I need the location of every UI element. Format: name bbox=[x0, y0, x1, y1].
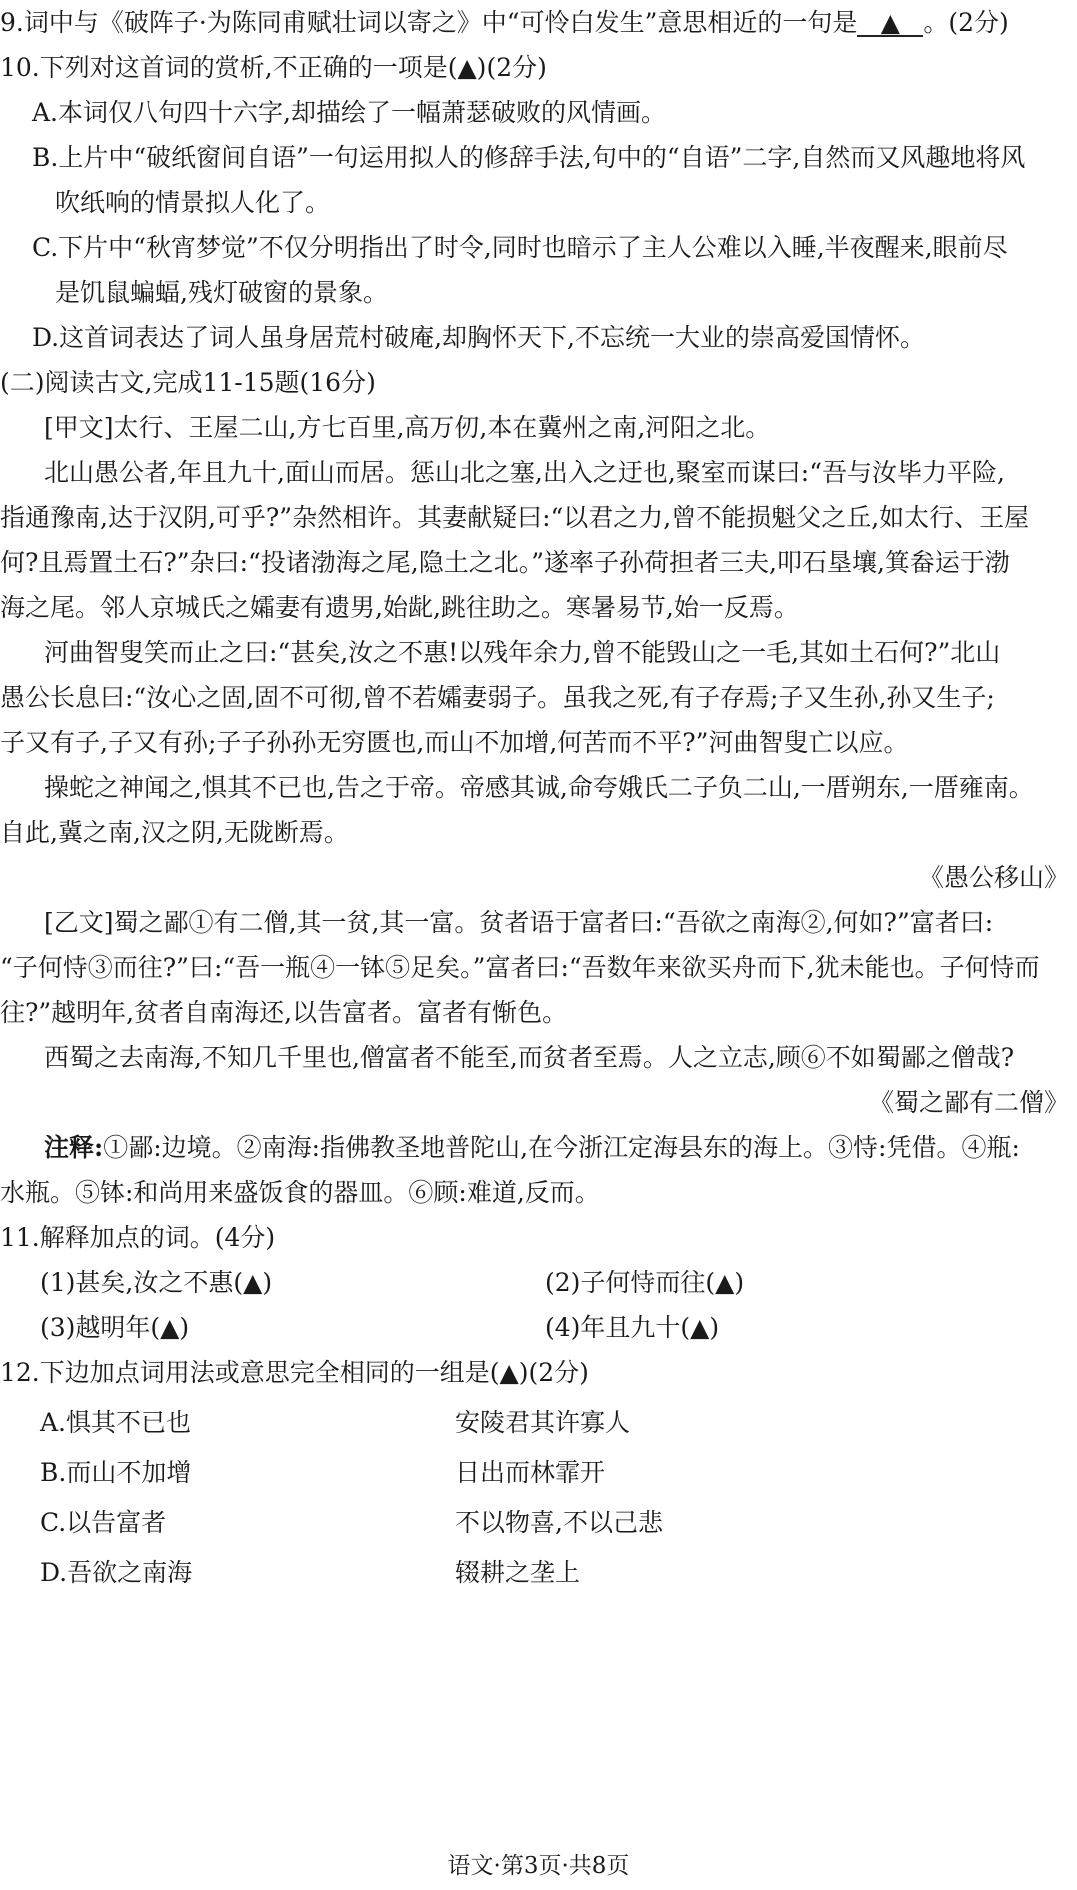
q12-option-d-left: D.吾欲之南海 bbox=[40, 1558, 193, 1587]
q12-stem: 12.下边加点词用法或意思完全相同的一组是(▲)(2分) bbox=[0, 1358, 589, 1387]
q10-option-b-line1: B.上片中“破纸窗间自语”一句运用拟人的修辞手法,句中的“自语”二字,自然而又风趣地将风 bbox=[32, 143, 1026, 172]
q11-item-3: (3)越明年(▲) bbox=[40, 1313, 190, 1342]
q10-option-b-line2: 吹纸响的情景拟人化了。 bbox=[55, 188, 331, 217]
passage-a-para3-line2: 愚公长息曰:“汝心之固,固不可彻,曾不若孀妻弱子。虽我之死,有子存焉;子又生孙,孙又生子; bbox=[0, 683, 995, 712]
passage-b-para2: 西蜀之去南海,不知几千里也,僧富者不能至,而贫者至焉。人之立志,顾⑥不如蜀鄙之僧哉? bbox=[44, 1043, 1015, 1072]
passage-b-para1-line2: “子何恃③而往?”曰:“吾一瓶④一钵⑤足矣。”富者曰:“吾数年来欲买舟而下,犹未能也。子何恃而 bbox=[0, 953, 1040, 982]
q12-option-a-right: 安陵君其许寡人 bbox=[455, 1408, 631, 1437]
q11-item-1: (1)甚矣,汝之不惠(▲) bbox=[40, 1268, 273, 1297]
notes-label: 注释: bbox=[44, 1133, 104, 1162]
passage-b-para1-line1: [乙文]蜀之鄙①有二僧,其一贫,其一富。贫者语于富者曰:“吾欲之南海②,何如?”富者曰: bbox=[44, 908, 994, 937]
passage-a-para3-line3: 子又有子,子又有孙;子子孙孙无穷匮也,而山不加增,何苦而不平?”河曲智叟亡以应。 bbox=[0, 728, 909, 757]
q9-score: 。(2分) bbox=[923, 8, 1009, 37]
passage-a-para2-line1: 北山愚公者,年且九十,面山而居。惩山北之塞,出入之迂也,聚室而谋曰:“吾与汝毕力平险, bbox=[44, 458, 1005, 487]
passage-a-para2-line4: 海之尾。邻人京城氏之孀妻有遗男,始龀,跳往助之。寒暑易节,始一反焉。 bbox=[0, 593, 799, 622]
q9-answer-blank: ▲ bbox=[857, 10, 923, 37]
q11-item-4: (4)年且九十(▲) bbox=[545, 1313, 720, 1342]
passage-b-source: 《蜀之鄙有二僧》 bbox=[868, 1088, 1069, 1117]
passage-b-para1-line3: 往?”越明年,贫者自南海还,以告富者。富者有惭色。 bbox=[0, 998, 568, 1027]
question-9 bbox=[0, 10, 1009, 37]
passage-a-para2-line2: 指通豫南,达于汉阴,可乎?”杂然相许。其妻献疑曰:“以君之力,曾不能损魁父之丘,如太行、王屋 bbox=[0, 503, 1030, 532]
passage-a-para3-line1: 河曲智叟笑而止之曰:“甚矣,汝之不惠!以残年余力,曾不能毁山之一毛,其如土石何?”北山 bbox=[44, 638, 1001, 667]
passage-a-para4-line1: 操蛇之神闻之,惧其不已也,告之于帝。帝感其诚,命夸娥氏二子负二山,一厝朔东,一厝雍南。 bbox=[44, 773, 1034, 802]
q9-text: 9.词中与《破阵子·为陈同甫赋壮词以寄之》中“可怜白发生”意思相近的一句是 bbox=[0, 8, 858, 37]
q10-option-d: D.这首词表达了词人虽身居荒村破庵,却胸怀天下,不忘统一大业的崇高爱国情怀。 bbox=[32, 323, 925, 352]
q12-option-b-right: 日出而林霏开 bbox=[455, 1458, 606, 1487]
section-2-heading: (二)阅读古文,完成11-15题(16分) bbox=[0, 368, 376, 397]
passage-a-para4-line2: 自此,冀之南,汉之阴,无陇断焉。 bbox=[0, 818, 349, 847]
passage-a-source: 《愚公移山》 bbox=[918, 863, 1069, 892]
notes-line1 bbox=[44, 1135, 1020, 1160]
passage-a-para1: [甲文]太行、王屋二山,方七百里,高万仞,本在冀州之南,河阳之北。 bbox=[44, 413, 771, 442]
q12-option-c-left: C.以告富者 bbox=[40, 1508, 167, 1537]
passage-a-para2-line3: 何?且焉置土石?”杂曰:“投诸渤海之尾,隐土之北。”遂率子孙荷担者三夫,叩石垦壤,箕畚运于渤 bbox=[0, 548, 1010, 577]
q11-item-2: (2)子何恃而往(▲) bbox=[545, 1268, 745, 1297]
q10-option-c-line1: C.下片中“秋宵梦觉”不仅分明指出了时令,同时也暗示了主人公难以入睡,半夜醒来,眼前尽 bbox=[32, 233, 1008, 262]
q12-option-c-right: 不以物喜,不以己悲 bbox=[455, 1508, 663, 1537]
q10-option-a: A.本词仅八句四十六字,却描绘了一幅萧瑟破败的风情画。 bbox=[32, 98, 666, 127]
q10-option-c-line2: 是饥鼠蝙蝠,残灯破窗的景象。 bbox=[55, 278, 388, 307]
q10-stem: 10.下列对这首词的赏析,不正确的一项是(▲)(2分) bbox=[0, 53, 547, 82]
q12-option-a-left: A.惧其不已也 bbox=[40, 1408, 192, 1437]
notes-text1: ①鄙:边境。②南海:指佛教圣地普陀山,在今浙江定海县东的海上。③恃:凭借。④瓶: bbox=[103, 1133, 1020, 1162]
q12-option-b-left: B.而山不加增 bbox=[40, 1458, 192, 1487]
q12-option-d-right: 辍耕之垄上 bbox=[455, 1558, 581, 1587]
page-footer: 语文·第3页·共8页 bbox=[447, 1853, 630, 1879]
q11-stem: 11.解释加点的词。(4分) bbox=[0, 1223, 276, 1252]
notes-line2: 水瓶。⑤钵:和尚用来盛饭食的器皿。⑥顾:难道,反而。 bbox=[0, 1178, 600, 1207]
